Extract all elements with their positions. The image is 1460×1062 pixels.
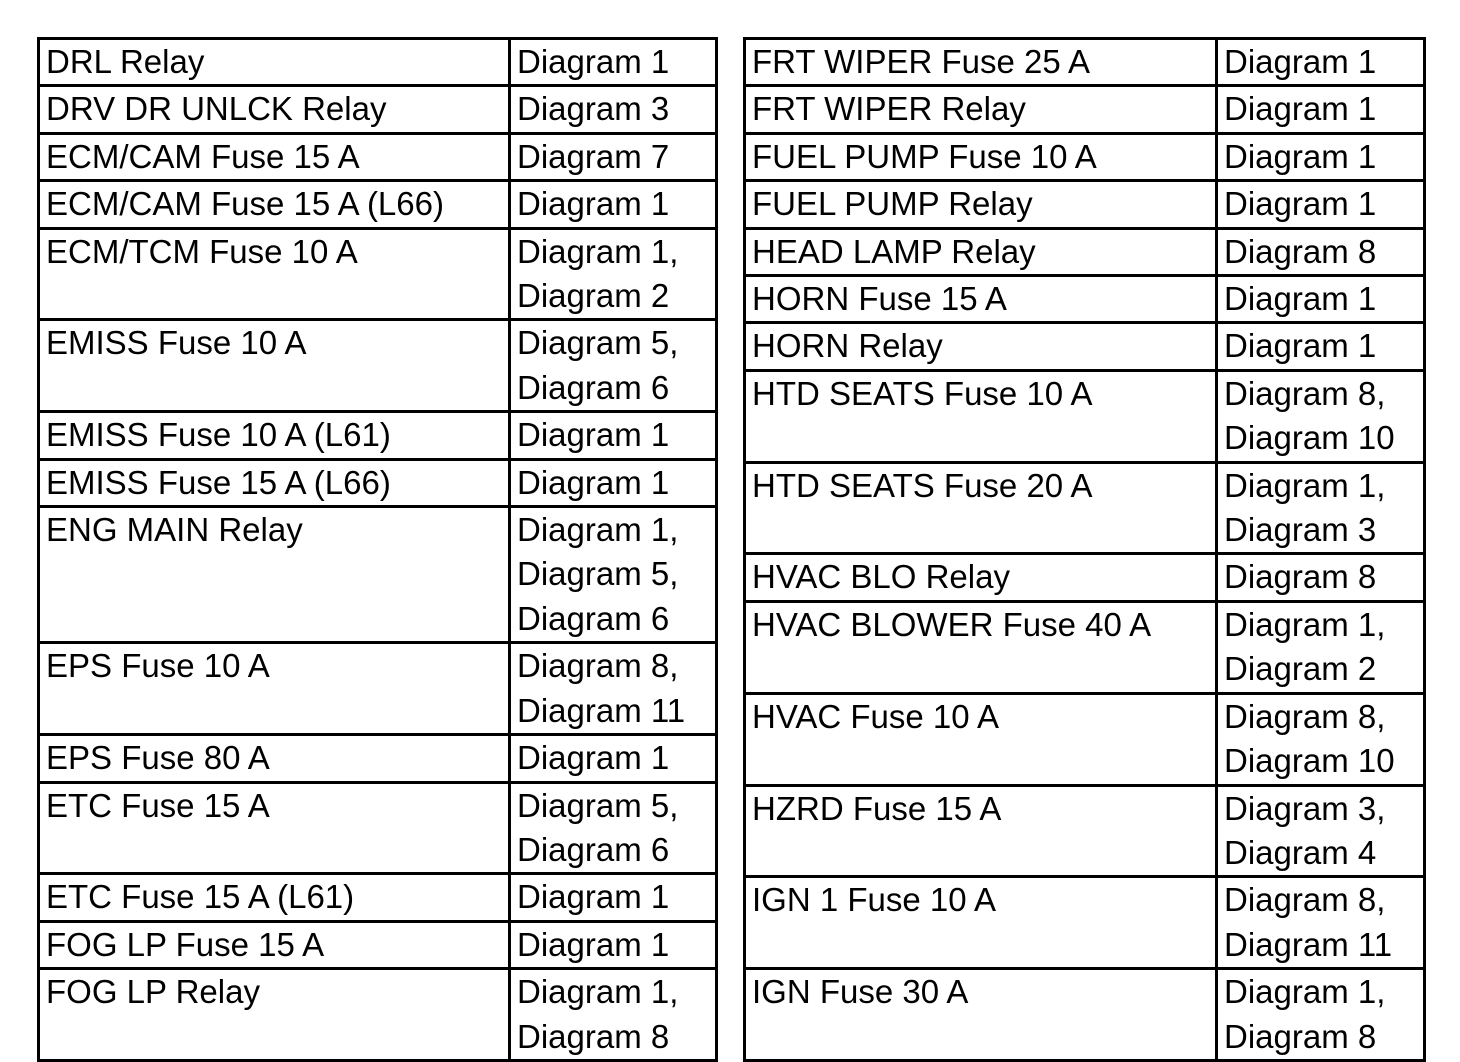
component-name-cell: ECM/CAM Fuse 15 A (L66) — [39, 181, 510, 228]
diagram-reference-cell: Diagram 5, Diagram 6 — [510, 320, 717, 412]
table-row — [745, 877, 1425, 969]
table-row — [745, 462, 1425, 554]
component-name-cell: FRT WIPER Fuse 25 A — [745, 39, 1217, 86]
diagram-reference-cell: Diagram 8 — [1217, 554, 1425, 601]
table-row — [39, 412, 717, 459]
component-name-cell: HTD SEATS Fuse 20 A — [745, 462, 1217, 554]
left-table-body — [39, 39, 717, 1061]
diagram-reference-cell: Diagram 1, Diagram 5, Diagram 6 — [510, 507, 717, 643]
diagram-reference-cell: Diagram 8, Diagram 10 — [1217, 693, 1425, 785]
component-name-cell: FUEL PUMP Fuse 10 A — [745, 133, 1217, 180]
component-name-cell: HVAC BLOWER Fuse 40 A — [745, 601, 1217, 693]
table-row — [745, 693, 1425, 785]
diagram-reference-cell: Diagram 1 — [1217, 39, 1425, 86]
component-name-cell: FUEL PUMP Relay — [745, 181, 1217, 228]
diagram-reference-cell: Diagram 8 — [1217, 228, 1425, 275]
table-row — [745, 969, 1425, 1061]
diagram-reference-cell: Diagram 8, Diagram 10 — [1217, 370, 1425, 462]
table-row — [745, 39, 1425, 86]
table-row — [39, 969, 717, 1061]
component-name-cell: ECM/CAM Fuse 15 A — [39, 133, 510, 180]
component-name-cell: HORN Relay — [745, 323, 1217, 370]
right-table-body — [745, 39, 1425, 1061]
diagram-reference-cell: Diagram 1 — [510, 459, 717, 506]
table-row — [745, 554, 1425, 601]
table-row — [39, 874, 717, 921]
table-row — [745, 133, 1425, 180]
diagram-reference-cell: Diagram 1 — [1217, 86, 1425, 133]
table-row — [39, 782, 717, 874]
diagram-reference-cell: Diagram 1 — [1217, 133, 1425, 180]
component-name-cell: ENG MAIN Relay — [39, 507, 510, 643]
diagram-reference-cell: Diagram 1, Diagram 8 — [1217, 969, 1425, 1061]
diagram-reference-cell: Diagram 1, Diagram 2 — [510, 228, 717, 320]
table-row — [39, 228, 717, 320]
diagram-reference-cell: Diagram 1, Diagram 2 — [1217, 601, 1425, 693]
table-row — [39, 86, 717, 133]
diagram-reference-cell: Diagram 1 — [1217, 323, 1425, 370]
table-row — [39, 735, 717, 782]
table-row — [39, 133, 717, 180]
diagram-reference-cell: Diagram 1 — [510, 921, 717, 968]
table-row — [745, 86, 1425, 133]
component-name-cell: HVAC Fuse 10 A — [745, 693, 1217, 785]
diagram-reference-cell: Diagram 1, Diagram 3 — [1217, 462, 1425, 554]
component-name-cell: EPS Fuse 80 A — [39, 735, 510, 782]
component-name-cell: ETC Fuse 15 A — [39, 782, 510, 874]
component-name-cell: ECM/TCM Fuse 10 A — [39, 228, 510, 320]
table-row — [39, 507, 717, 643]
diagram-reference-cell: Diagram 7 — [510, 133, 717, 180]
table-row — [745, 785, 1425, 877]
component-name-cell: EPS Fuse 10 A — [39, 643, 510, 735]
component-name-cell: HVAC BLO Relay — [745, 554, 1217, 601]
diagram-reference-cell: Diagram 1 — [510, 39, 717, 86]
table-row — [745, 181, 1425, 228]
component-name-cell: EMISS Fuse 10 A — [39, 320, 510, 412]
table-row — [39, 320, 717, 412]
component-name-cell: DRL Relay — [39, 39, 510, 86]
diagram-reference-cell: Diagram 1 — [510, 735, 717, 782]
diagram-reference-cell: Diagram 8, Diagram 11 — [510, 643, 717, 735]
table-row — [39, 643, 717, 735]
component-name-cell: HORN Fuse 15 A — [745, 276, 1217, 323]
component-name-cell: FOG LP Relay — [39, 969, 510, 1061]
table-row — [745, 276, 1425, 323]
component-name-cell: FOG LP Fuse 15 A — [39, 921, 510, 968]
table-row — [745, 323, 1425, 370]
component-name-cell: HZRD Fuse 15 A — [745, 785, 1217, 877]
component-name-cell: ETC Fuse 15 A (L61) — [39, 874, 510, 921]
left-index-table — [37, 37, 718, 1062]
table-row — [39, 39, 717, 86]
diagram-reference-cell: Diagram 5, Diagram 6 — [510, 782, 717, 874]
component-name-cell: EMISS Fuse 15 A (L66) — [39, 459, 510, 506]
diagram-reference-cell: Diagram 1 — [510, 874, 717, 921]
table-row — [745, 370, 1425, 462]
diagram-reference-cell: Diagram 1 — [1217, 276, 1425, 323]
diagram-reference-cell: Diagram 1 — [510, 412, 717, 459]
diagram-reference-cell: Diagram 1 — [1217, 181, 1425, 228]
table-row — [39, 181, 717, 228]
diagram-reference-cell: Diagram 3 — [510, 86, 717, 133]
table-row — [39, 921, 717, 968]
component-name-cell: IGN Fuse 30 A — [745, 969, 1217, 1061]
diagram-reference-cell: Diagram 1, Diagram 8 — [510, 969, 717, 1061]
component-name-cell: EMISS Fuse 10 A (L61) — [39, 412, 510, 459]
table-row — [39, 459, 717, 506]
component-name-cell: IGN 1 Fuse 10 A — [745, 877, 1217, 969]
table-row — [745, 601, 1425, 693]
component-name-cell: FRT WIPER Relay — [745, 86, 1217, 133]
right-index-table — [743, 37, 1426, 1062]
component-name-cell: HTD SEATS Fuse 10 A — [745, 370, 1217, 462]
component-name-cell: HEAD LAMP Relay — [745, 228, 1217, 275]
diagram-reference-cell: Diagram 3, Diagram 4 — [1217, 785, 1425, 877]
table-row — [745, 228, 1425, 275]
component-name-cell: DRV DR UNLCK Relay — [39, 86, 510, 133]
diagram-reference-cell: Diagram 1 — [510, 181, 717, 228]
diagram-reference-cell: Diagram 8, Diagram 11 — [1217, 877, 1425, 969]
